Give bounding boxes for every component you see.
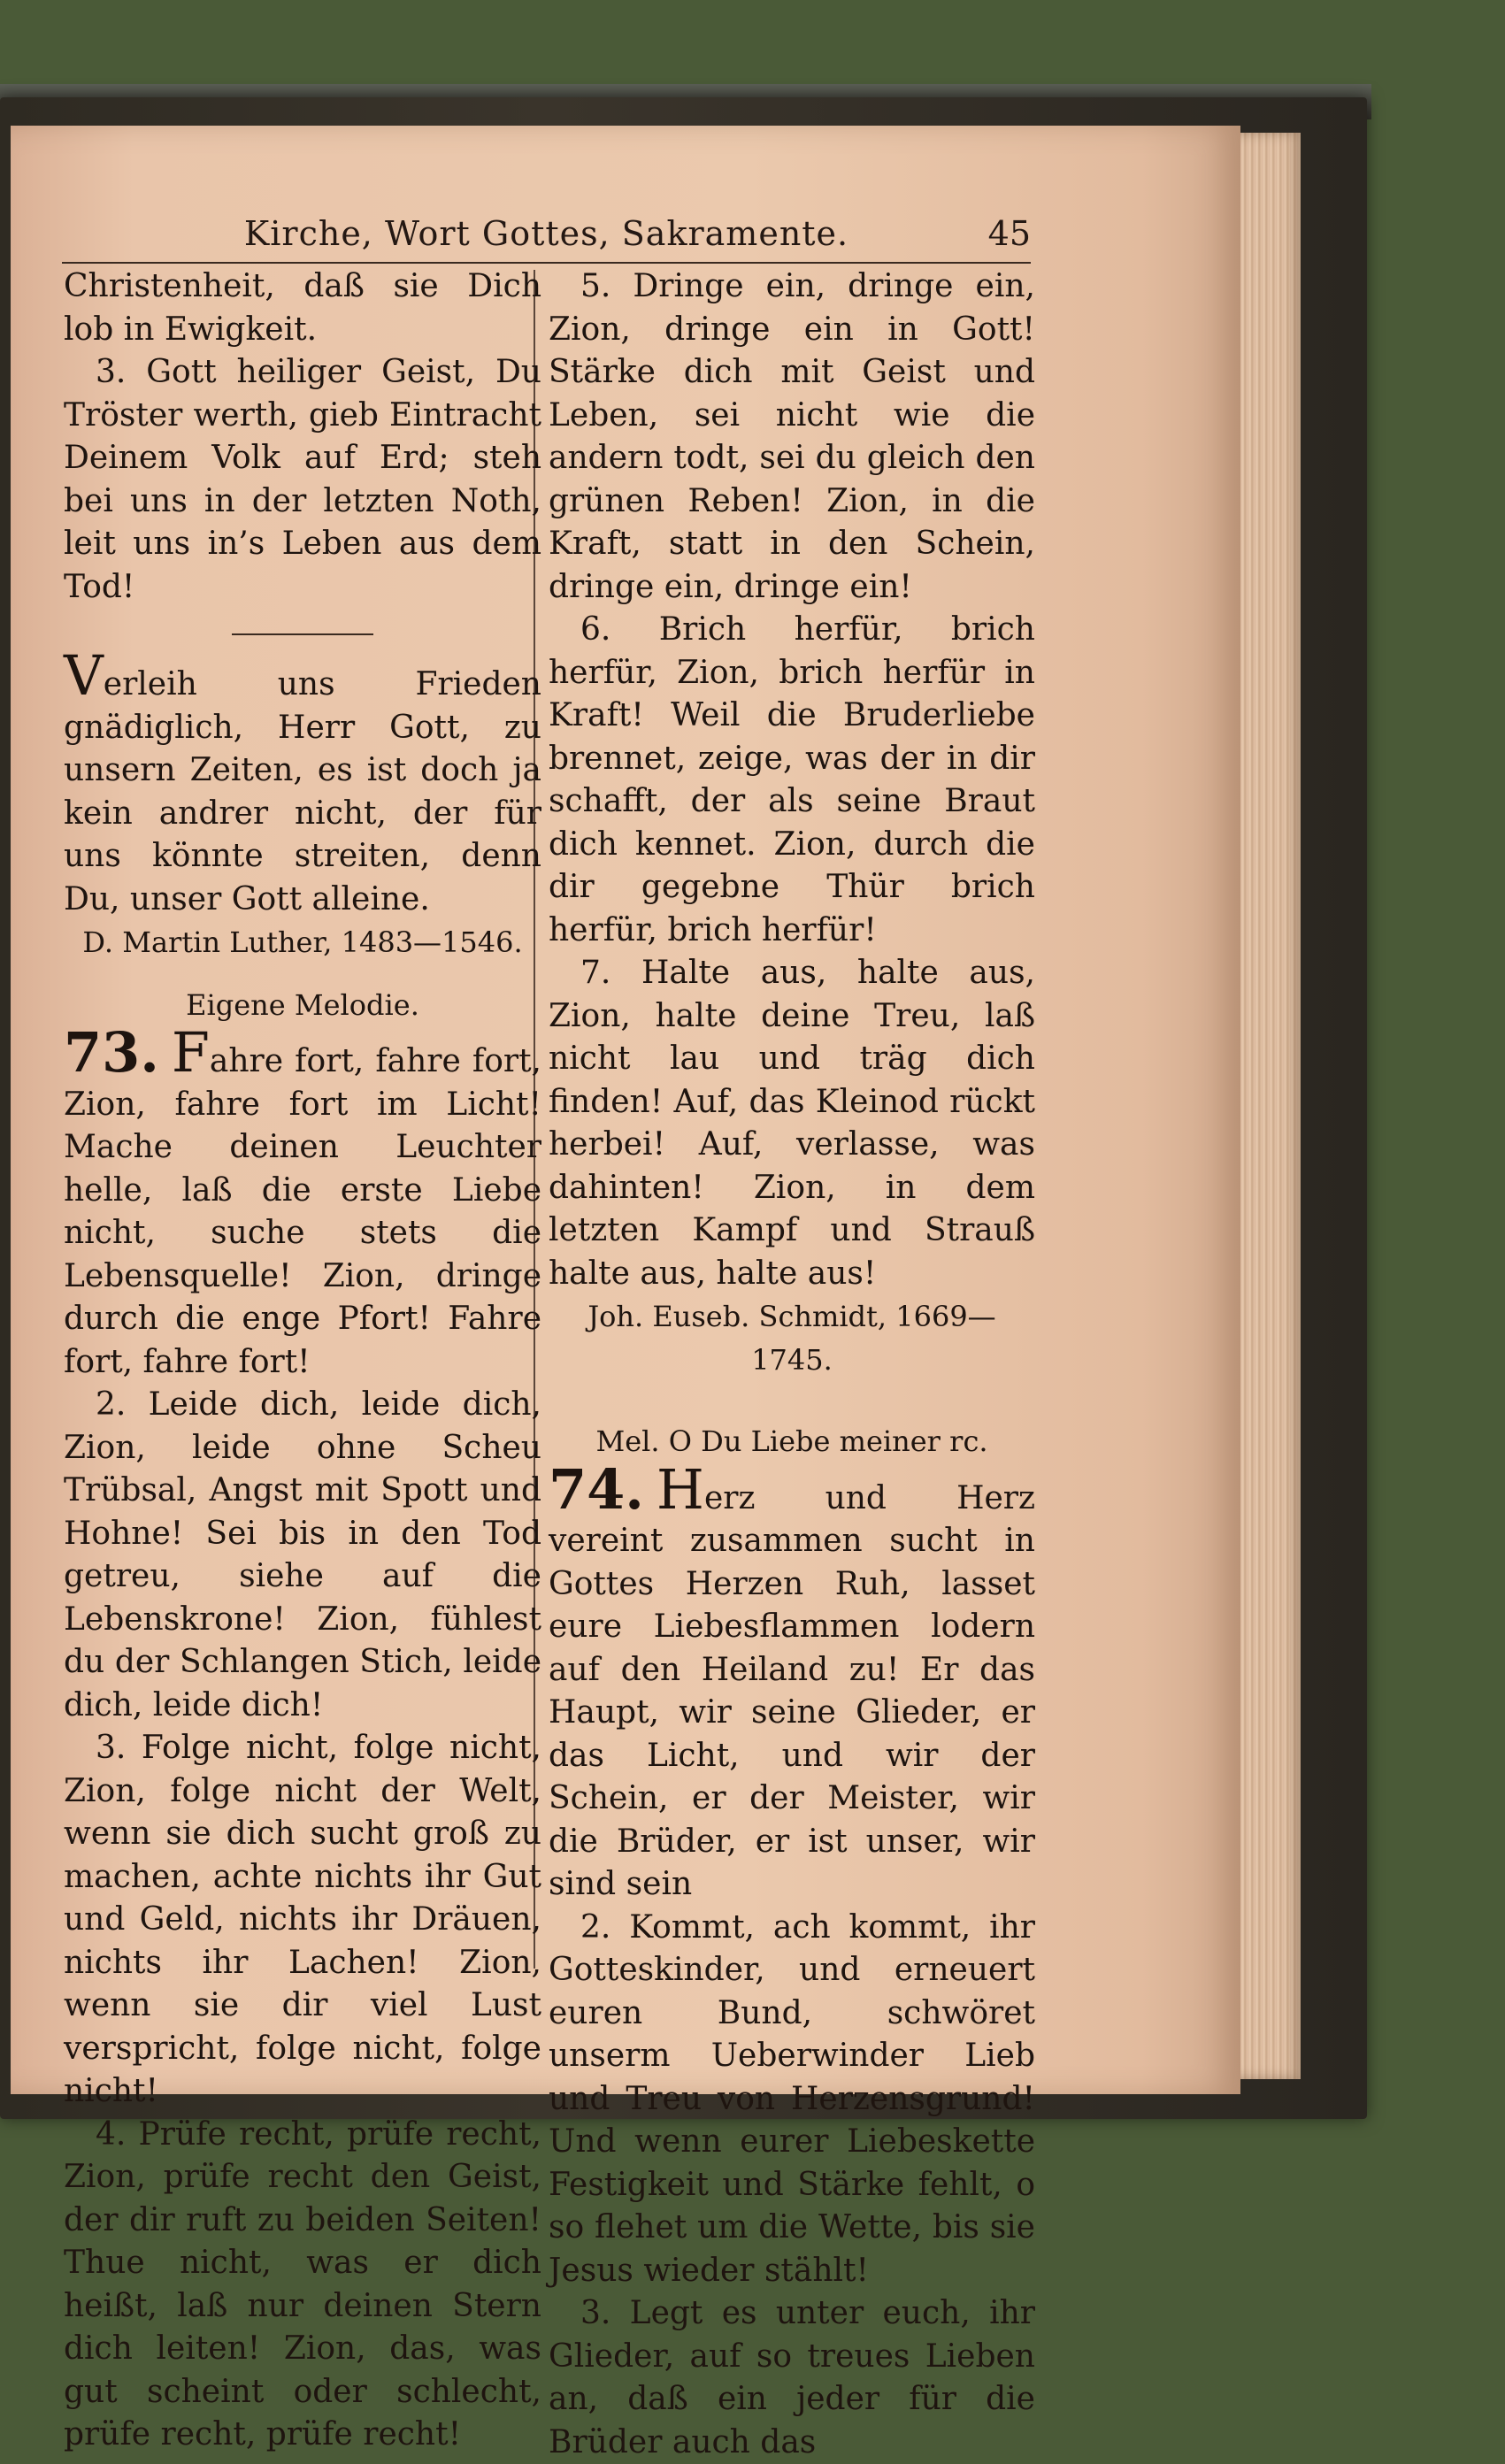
melody-note: Mel. O Du Liebe meiner rc. xyxy=(595,1424,988,1458)
hymn-73-verse-2: 2. Leide dich, leide dich, Zion, leide ohne Scheu Trübsal, Angst mit Spott und Hohne! Sei bis in den Tod getreu, siehe auf die Lebenskrone! Zion, fühlest du der Schlangen Stich, leide dich, leide dich! xyxy=(64,1386,541,1723)
drop-cap: V xyxy=(64,643,104,708)
left-column xyxy=(64,265,541,2452)
verse-3: 3. Gott heiliger Geist, Du Tröster werth, gieb Eintracht Deinem Volk auf Erd; steh bei uns in der letzten Noth, leit uns in’s Leben aus dem Tod! xyxy=(64,354,541,605)
verse-continuation: Christenheit, daß sie Dich lob in Ewigkeit. xyxy=(64,268,541,348)
running-title: Kirche, Wort Gottes, Sakramente. xyxy=(243,214,849,253)
author-attribution: Joh. Euseb. Schmidt, 1669—1745. xyxy=(587,1300,996,1377)
hymn-73-verse-3: 3. Folge nicht, folge nicht, Zion, folge nicht der Welt, wenn sie dich sucht groß zu machen, achte nichts ihr Gut und Geld, nichts ihr Dräuen, nichts ihr Lachen! Zion, wenn sie dir viel Lust verspricht, folge nicht, folge nicht! xyxy=(64,1730,541,2109)
page-number: 45 xyxy=(987,214,1031,253)
hymn-73-verse-6: 6. Brich herfür, brich herfür, Zion, brich herfür in Kraft! Weil die Bruderliebe brennet, zeige, was der in dir schafft, der als seine Braut dich kennet. Zion, durch die dir gegebne Thür brich herfür, brich herfür! xyxy=(549,611,1035,948)
hymn-74-verse-2: 2. Kommt, ach kommt, ihr Gotteskinder, und erneuert euren Bund, schwöret unserm Ueberwinder Lieb und Treu von Herzensgrund! Und wenn eurer Liebeskette Festigkeit und Stärke fehlt, o so flehet um die Wette, bis sie Jesus wieder stählt! xyxy=(549,1908,1035,2289)
verse-body: erz und Herz vereint zusammen sucht in Gottes Herzen Ruh, lasset eure Liebesflammen lodern auf den Heiland zu! Er das Haupt, wir seine Glieder, er das Licht, und wir der Schein, er der Meister, wir die Brüder, er ist unser, wir sind sein xyxy=(549,1479,1035,1902)
verleih-text xyxy=(64,643,541,921)
verse-body: ahre fort, fahre fort, Zion, fahre fort im Licht! Mache deinen Leuchter helle, laß die erste Liebe nicht, suche stets die Lebensquelle! Zion, dringe durch die enge Pfort! Fahre fort, fahre fort! xyxy=(64,1043,541,1380)
page-header xyxy=(62,212,1031,264)
melody-note: Eigene Melodie. xyxy=(186,987,419,1022)
spacer xyxy=(549,1381,1035,1401)
hymn-73-verse-4: 4. Prüfe recht, prüfe recht, Zion, prüfe recht den Geist, der dir ruft zu beiden Seiten! Thue nicht, was er dich heißt, laß nur deinen Stern dich leiten! Zion, das, was gut scheint oder schlecht, prüfe recht, prüfe recht! xyxy=(64,2115,541,2452)
author-attribution: D. Martin Luther, 1483—1546. xyxy=(82,925,523,959)
right-column xyxy=(549,265,1035,2460)
hymn-73-verse-5: 5. Dringe ein, dringe ein, Zion, dringe ein in Gott! Stärke dich mit Geist und Leben, sei nicht wie die andern todt, sei du gleich den grünen Reben! Zion, in die Kraft, statt in den Schein, dringe ein, dringe ein! xyxy=(549,268,1035,605)
section-separator xyxy=(232,633,373,635)
hymn-74-verse-1 xyxy=(549,1456,1035,1907)
hymn-number: 74. xyxy=(549,1456,644,1522)
hymn-74-verse-3: 3. Legt es unter euch, ihr Glieder, auf so treues Lieben an, daß ein jeder für die Brüder auch das xyxy=(549,2295,1035,2460)
hymn-number: 73. xyxy=(64,1020,159,1085)
hymn-73-verse-7: 7. Halte aus, halte aus, Zion, halte deine Treu, laß nicht lau und träg dich finden! Auf, das Kleinod rückt herbei! Auf, verlasse, was dahinten! Zion, in dem letzten Kampf und Strauß halte aus, halte aus! xyxy=(549,955,1035,1292)
verleih-body: erleih uns Frieden gnädiglich, Herr Gott, zu unsern Zeiten, es ist doch ja kein andrer nicht, der für uns könnte streiten, denn Du, unser Gott alleine. xyxy=(64,666,541,917)
hymn-73-verse-1 xyxy=(64,1020,541,1384)
drop-cap: H xyxy=(656,1456,704,1522)
drop-cap: F xyxy=(171,1020,210,1085)
